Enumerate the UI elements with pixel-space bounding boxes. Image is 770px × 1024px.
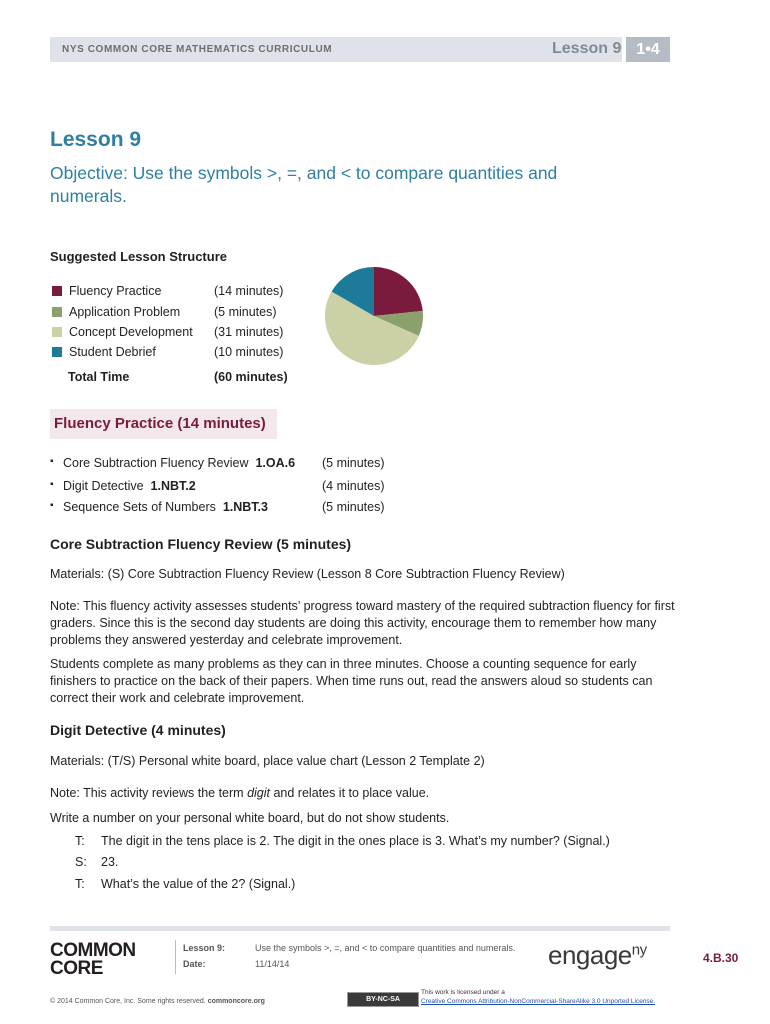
core-review-note: Note: This fluency activity assesses students’ progress toward mastery of the required subtraction fluency for first graders. Since this is the second day students are doing this activity, encourage them to remember how many problems they answered yesterday and celebrate improvement. (50, 599, 675, 647)
logo-line: COMMON (50, 940, 136, 961)
square-bullet-icon: ▪ (50, 456, 54, 467)
activity-standard: 1.OA.6 (255, 456, 296, 470)
digit-detective-materials: Materials: (T/S) Personal white board, place value chart (Lesson 2 Template 2) (50, 754, 485, 768)
structure-item-minutes: (14 minutes) (214, 284, 284, 298)
core-review-paragraph: Students complete as many problems as they can in three minutes. Choose a counting sequence for early finishers to practice on the back of their papers. When time runs out, read the answers aloud so students can correct their work and celebrate improvement. (50, 657, 653, 705)
license-badge-text: BY-NC-SA (366, 996, 400, 1003)
dialogue-speaker: S: (75, 855, 87, 869)
engageny-logo (548, 940, 647, 971)
footer-divider (175, 940, 176, 974)
curriculum-title: NYS COMMON CORE MATHEMATICS CURRICULUM (62, 44, 333, 55)
header-lesson-label: Lesson 9 (552, 40, 622, 57)
license-notice (421, 988, 655, 1006)
application-swatch (52, 307, 62, 317)
footer-rule (50, 926, 670, 931)
structure-item-minutes: (10 minutes) (214, 345, 284, 359)
logo-line: CORE (50, 958, 103, 979)
core-review-heading: Core Subtraction Fluency Review (5 minutes) (50, 536, 352, 552)
debrief-swatch (52, 347, 62, 357)
square-bullet-icon: ▪ (50, 500, 54, 511)
activity-name: Digit Detective (63, 479, 144, 493)
structure-item-label: Application Problem (69, 305, 181, 319)
digit-detective-instruction: Write a number on your personal white board, but do not show students. (50, 811, 450, 825)
dialogue-text: 23. (101, 855, 119, 869)
core-review-materials: Materials: (S) Core Subtraction Fluency Review (Lesson 8 Core Subtraction Fluency Review) (50, 567, 565, 581)
note-term: digit (247, 786, 270, 800)
structure-item-label: Concept Development (69, 325, 193, 339)
dialogue-speaker: T: (75, 834, 85, 848)
total-time-minutes: (60 minutes) (214, 370, 288, 384)
license-link[interactable]: Creative Commons Attribution-NonCommercial-ShareAlike 3.0 Unported License. (421, 998, 656, 1005)
structure-item-label: Fluency Practice (69, 284, 162, 298)
cc-license-badge-icon[interactable] (347, 992, 419, 1007)
concept-swatch (52, 327, 62, 337)
copyright-notice (50, 998, 265, 1005)
page-number: 4.B.30 (703, 951, 739, 965)
structure-item-minutes: (31 minutes) (214, 325, 284, 339)
dialogue-speaker: T: (75, 877, 85, 891)
structure-item-minutes: (5 minutes) (214, 305, 277, 319)
engage-text: engage (548, 940, 632, 970)
footer-date-label: Date: (183, 959, 206, 969)
activity-minutes: (5 minutes) (322, 456, 385, 470)
digit-detective-note (50, 785, 675, 802)
activity-name: Core Subtraction Fluency Review (63, 456, 249, 470)
lesson-structure-pie-chart (325, 265, 425, 367)
copyright-text: © 2014 Common Core, Inc. Some rights reserved. (50, 998, 208, 1005)
total-time-label: Total Time (68, 370, 130, 384)
activity-standard: 1.NBT.3 (222, 500, 268, 514)
digit-detective-heading: Digit Detective (4 minutes) (50, 722, 226, 738)
ny-text: ny (631, 941, 647, 959)
footer-lesson-description: Use the symbols >, =, and < to compare quantities and numerals. (255, 943, 516, 953)
activity-minutes: (5 minutes) (322, 500, 385, 514)
common-core-logo (50, 942, 136, 978)
footer-lesson-label: Lesson 9: (183, 943, 226, 953)
lesson-title: Lesson 9 (50, 128, 142, 151)
license-line: This work is licensed under a (421, 989, 505, 996)
square-bullet-icon: ▪ (50, 479, 54, 490)
activity-standard: 1.NBT.2 (150, 479, 196, 493)
footer-date: 11/14/14 (255, 959, 290, 969)
lesson-objective: Objective: Use the symbols >, =, and < to compare quantities and numerals. (50, 163, 558, 206)
fluency-swatch (52, 286, 62, 296)
note-text: Note: This activity reviews the term (50, 786, 248, 800)
note-text: and relates it to place value. (270, 786, 430, 800)
dialogue-text: The digit in the tens place is 2. The digit in the ones place is 3. What’s my number? (Signal.) (101, 834, 610, 848)
activity-name: Sequence Sets of Numbers (63, 500, 216, 514)
fluency-practice-heading: Fluency Practice (14 minutes) (54, 415, 266, 432)
grade-module-badge: 1•4 (626, 37, 670, 62)
copyright-site: commoncore.org (207, 998, 265, 1005)
fluency-slice (374, 267, 423, 316)
structure-item-label: Student Debrief (69, 345, 156, 359)
lesson-structure-heading: Suggested Lesson Structure (50, 249, 227, 264)
dialogue-text: What’s the value of the 2? (Signal.) (101, 877, 296, 891)
activity-minutes: (4 minutes) (322, 479, 385, 493)
